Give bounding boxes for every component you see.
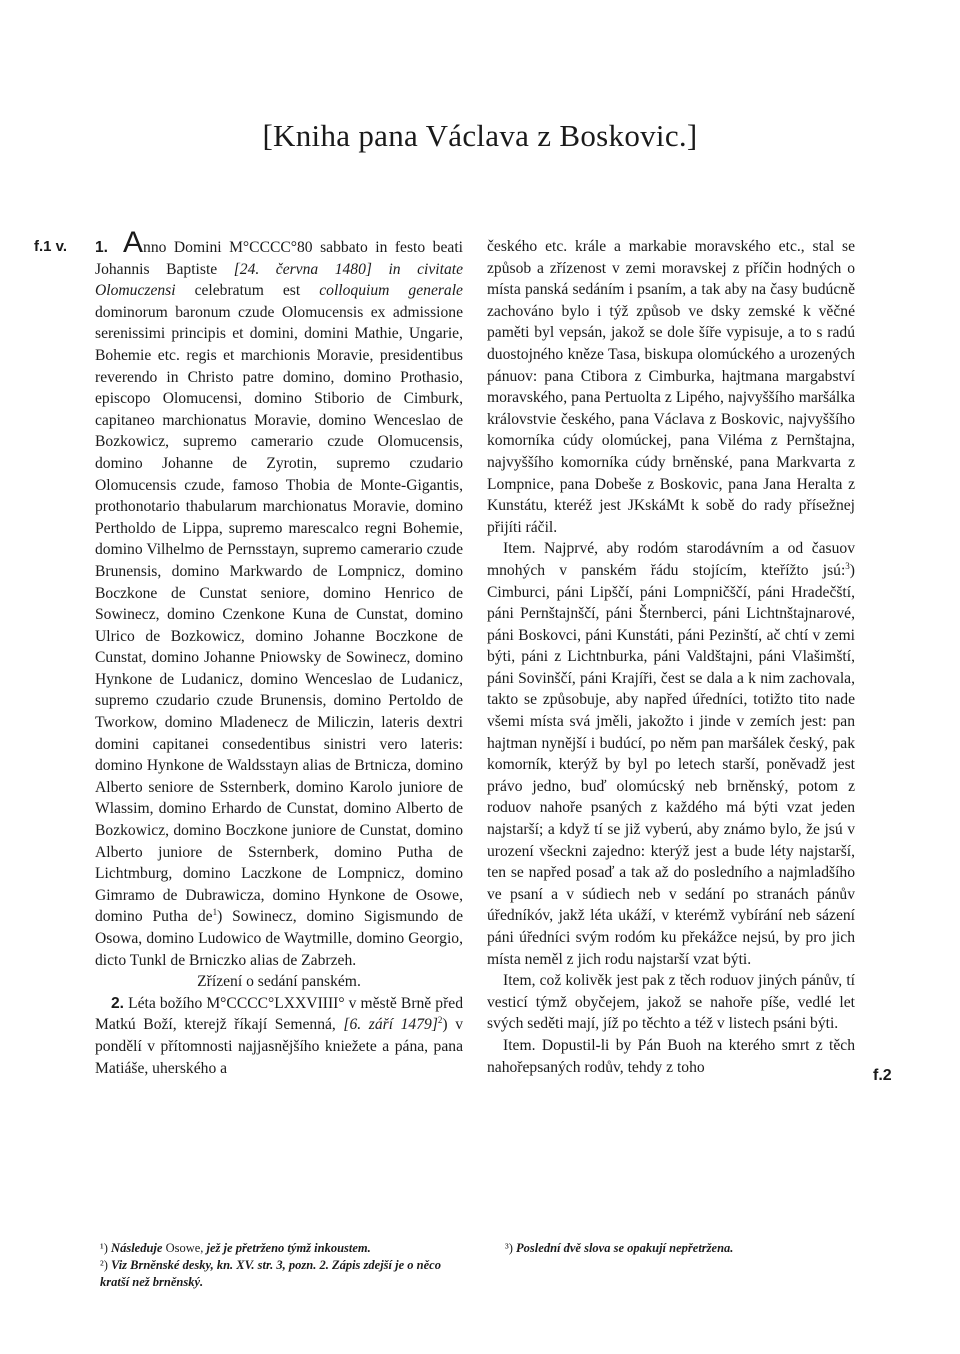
footnote-mark: ²) bbox=[100, 1258, 108, 1272]
footnote-mark: ¹) bbox=[100, 1241, 108, 1255]
footnote-text: jež je přetrženo týmž inkoustem. bbox=[206, 1241, 371, 1255]
emphasis-text: colloquium generale bbox=[319, 282, 463, 300]
paragraph-text: Item. Najprvé, aby rodóm starodávním a od časuov mnohých v panském řádu stojícím, kteřížto jsú: bbox=[487, 540, 855, 579]
left-column bbox=[95, 226, 463, 1079]
editorial-note: [6. září 1479] bbox=[343, 1016, 438, 1034]
footnote-marker: 2 bbox=[437, 1015, 443, 1026]
footnotes-left bbox=[100, 1240, 470, 1291]
paragraph-text: ) Cimburci, páni Lipščí, páni Lompničščí, páni Hradečští, páni Pernštajnščí, páni Šternberci, páni Lichtnštajnarové, páni Boskovci, páni Kunstáti, páni Pezinští, ač chtí v zemi býti, páni z Lichtnburka, páni Valdštajni, páni Vlašimští, páni Sovinščí, páni Krajíři, čest se dala a k nim zachovala, takto se způsobuje, aby napřed úředníci, totižto tito nade všemi místa svá jměli, jakožto i jinde v zemích jest: pan hajtman nynější i budúcí, po něm pan maršálek český, pak komorník, kterýž by byl po letech starší, poněvadž jest právo jedno, buď olomúcský neb brněnský, potom z roduov nahoře psaných z každého má býti vzat jeden najstarší; a když tí se již vyberú, aby známo bylo, že jsú v urození všeckni zajedno: kterýž jest a bude léty najstarší, ten se napřed posaď a tak až do posledního a najmladšího ve psaní a v súdiech neb v sedání po stranách pánův úředníkóv, jakž léta ukáží, v kterémž vybírání neb sázení páni úředníci svým rodóm ku překážce nejsú, by pro jich místa neměl z jich rodu najstarší vzat býti. bbox=[487, 561, 855, 968]
entry-1 bbox=[95, 226, 463, 971]
folio-marker-left: f.1 v. bbox=[34, 238, 68, 255]
footnote-2 bbox=[100, 1257, 470, 1291]
entry-text: celebratum est bbox=[175, 282, 320, 300]
paragraph: Item, což kolivěk jest pak z těch roduov jiných pánův, tí vesticí týmž obyčejem, jakož se nahoře píše, vedlé let svých seděti mají, jíž po těchto a též v listech psáni býti. bbox=[487, 972, 855, 1033]
drop-cap: A bbox=[123, 226, 144, 259]
paragraph: českého etc. krále a markabie moravského etc., stal se způsob a zřízenost v zemi moravskej z příčin hodných o místa panská sedáním i psaním, a tak aby na časy budúcně zachováno bylo i týž způsob ve dsky zemské k věčné paměti byl vepsán, jakož se dole šíře vypisuje, a to s radú duostojného kněze Tasa, biskupa olomúckého a urozených pánuov: pana Ctibora z Cimburka, hajtmana margabství moravského, pana Pertuolta z Lipého, najvyššího maršálka královstvie českého, pana Václava z Boskovic, najvyššího komorníka cúdy olomúckej, pana Viléma z Pernštajna, najvyššího komorníka cúdy brněnské, pana Markvarta z Lompnice, pana Dobeše z Boskovic, pana Jana Heralta z Kunstátu, kteréž jest JKskáMt k sobě do rady přísežnej přijíti ráčil. bbox=[487, 238, 855, 536]
footnote-3 bbox=[505, 1240, 865, 1257]
paragraph bbox=[487, 538, 855, 970]
entry-text: nno Domini M°CCCC°80 sabbato in festo beati Johannis Baptiste bbox=[95, 239, 463, 278]
footnote-marker: 3 bbox=[845, 560, 850, 571]
right-column bbox=[487, 236, 855, 1078]
footnote-1 bbox=[100, 1240, 470, 1257]
editorial-note: [24. června 1480] in civitate Olomuczensi bbox=[95, 260, 463, 300]
footnote-marker: 1 bbox=[212, 907, 218, 918]
footnote-text: Poslední dvě slova se opakují nepřetržena. bbox=[516, 1241, 734, 1255]
entry-text: Léta božího M°CCCC°LXXVIIII° v městě Brně před Matkú Boží, kterejž říkají Semenná, bbox=[95, 994, 463, 1034]
entry-text: dominorum baronum czude Olomucensis ex admissione serenissimi principis et domini, domini Mathie, Ungarie, Bohemie etc. regis et marchionis Moravie, presidentibus reverendo in Christo patre domino, domino Prothasio, episcopo Olomucensi, domino Stiborio de Cimburk, capitaneo marchionatus Moravie, domino Wenceslao de Bozkowicz, supremo camerario czude Olomucensis, domino Johanne de Zyrotin, supremo czudario Olomucensis czude, famoso Thobia de Monte-Gigantis, prothonotario thabularum marchionatus Moravie, domino Pertholdo de Lippa, supremo marescalco regni Bohemie, domino Vilhelmo de Pernsstayn, supremo camerario czude Brunensis, domino Markwardo de Lompnicz, domino Boczkone de Cunstat seniore, domino Henrico de Sowinecz, domino Czenkone Kuna de Cunstat, domino Ulrico de Bozkowicz, domino Johanne Boczkone de Cunstat, domino Johanne Pniowsky de Sowinecz, domino Hynkone de Ludanicz, domino Wenceslao de Ludanicz, supremo czudario czude Brunensis, domino Pertoldo de Tworkow, domino Mladenecz de Miliczin, lateris dextri domini capitanei consedentibus sinistri vero lateris: domino Hynkone de Waldsstayn alias de Brtnicza, domino Alberto seniore de Ssternberk, domino Karolo juniore de Wlassim, domino Erhardo de Cunstat, domino Alberto de Bozkowicz, domino Boczkone juniore de Cunstat, domino Alberto juniore de Ssternberk, domino Putha de Lichtmburg, domino Laczkone de Lompnicz, domino Gimramo de Dubrawicza, domino Hynkone de Osowe, domino Putha de bbox=[95, 303, 463, 926]
footnotes-right bbox=[505, 1240, 865, 1257]
entry-number: 1. bbox=[95, 239, 109, 256]
footnote-text: Následuje bbox=[111, 1241, 163, 1255]
folio-marker-right: f.2 bbox=[873, 1067, 892, 1084]
footnote-text: Viz Brněnské desky, kn. XV. str. 3, pozn. 2. Zápis zdejší je o něco kratší než brněnský. bbox=[100, 1258, 441, 1289]
entry-2 bbox=[95, 993, 463, 1079]
entry-text: ) v pondělí v přítomnosti najjasnějšího kniežete a pána, pana Matiáše, uherského a bbox=[95, 1016, 463, 1077]
footnote-text: Osowe, bbox=[162, 1241, 207, 1255]
footnote-mark: ³) bbox=[505, 1241, 513, 1255]
paragraph: Item. Dopustil-li by Pán Buoh na kterého smrt z těch nahořepsaných rodův, tehdy z toho bbox=[487, 1036, 855, 1076]
section-heading: Zřízení o sedání panském. bbox=[197, 973, 361, 991]
entry-text: ) Sowinecz, domino Sigismundo de Osowa, domino Ludowico de Waytmille, domino Georgio, dicto Tunkl de Brniczko alias de Zabrzeh. bbox=[95, 908, 463, 969]
entry-number: 2. bbox=[111, 994, 125, 1012]
page-title: [Kniha pana Václava z Boskovic.] bbox=[262, 118, 698, 153]
